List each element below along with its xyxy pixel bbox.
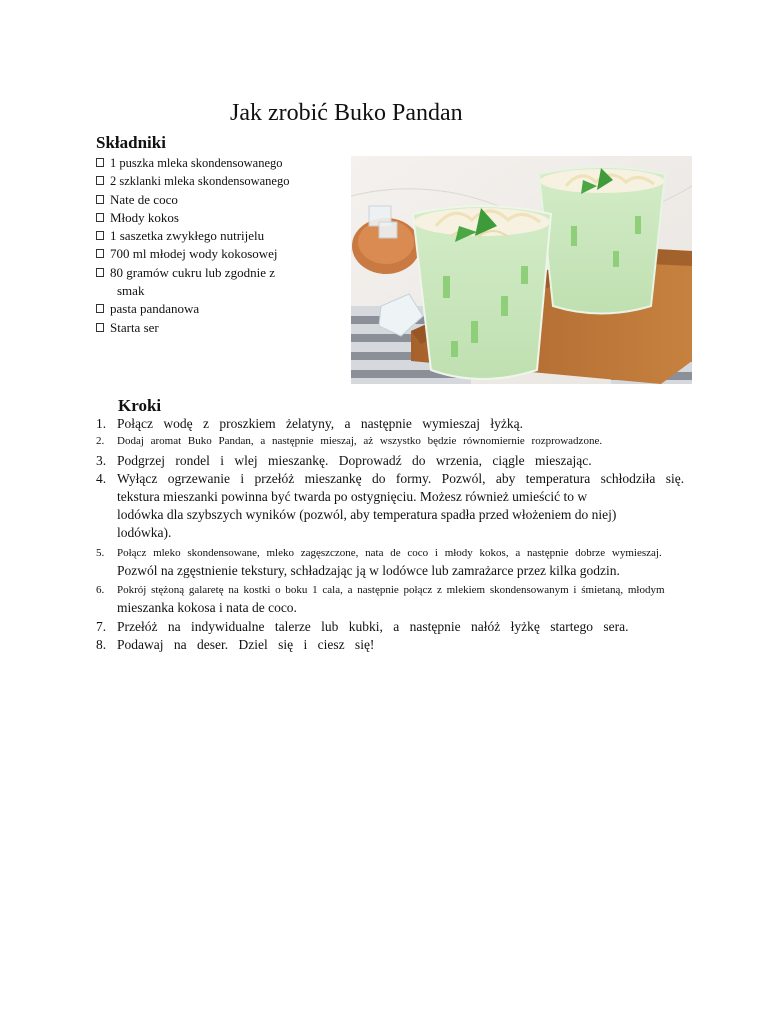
checkbox-icon bbox=[96, 158, 104, 167]
checkbox-icon bbox=[96, 195, 104, 204]
buko-pandan-photo bbox=[351, 156, 692, 384]
ingredient-item: 700 ml młodej wody kokosowej bbox=[96, 245, 346, 263]
step-item: 1. Połącz wodę z proszkiem żelatyny, a następnie wymieszaj łyżką. bbox=[96, 416, 523, 431]
ingredient-item: 1 puszka mleka skondensowanego bbox=[96, 154, 346, 172]
step-item: 6. Pokrój stężoną galaretę na kostki o boku 1 cala, a następnie połącz z mlekiem skondensowanym i śmietaną, młodym mieszanka kokosa i nata de coco. bbox=[96, 584, 665, 615]
ingredient-item: 2 szklanki mleka skondensowanego bbox=[96, 172, 346, 190]
step-item: 5. Połącz mleko skondensowane, mleko zagęszczone, nata de coco i młody kokos, a następnie dobrze wymieszaj. Pozwól na zgęstnienie tekstury, schładzając ją w lodówce lub zamrażarce przez kilka godzin. bbox=[96, 547, 662, 578]
checkbox-icon bbox=[96, 304, 104, 313]
ingredients-heading: Składniki bbox=[96, 133, 166, 152]
step-item: 4. Wyłącz ogrzewanie i przełóż mieszankę do formy. Pozwól, aby temperatura schłodziła się. tekstura mieszanki powinna być twarda po ostygnięciu. Możesz również umieścić to w lodówka dla szybszych wyników (pozwól, aby temperatura spadła przed włożeniem do niej) lodówka). bbox=[96, 471, 685, 540]
checkbox-icon bbox=[96, 249, 104, 258]
ingredient-item: Nate de coco bbox=[96, 191, 346, 209]
step-item: 2. Dodaj aromat Buko Pandan, a następnie mieszaj, aż wszystko będzie równomiernie rozprowadzone. bbox=[96, 435, 603, 447]
step-item: 8. Podawaj na deser. Dziel się i ciesz się! bbox=[96, 637, 375, 652]
page-title: Jak zrobić Buko Pandan bbox=[230, 100, 463, 126]
ingredient-item: 80 gramów cukru lub zgodnie z smak bbox=[96, 264, 346, 301]
checkbox-icon bbox=[96, 231, 104, 240]
checkbox-icon bbox=[96, 268, 104, 277]
ingredient-item: pasta pandanowa bbox=[96, 300, 346, 318]
checkbox-icon bbox=[96, 323, 104, 332]
step-item: 3. Podgrzej rondel i wlej mieszankę. Doprowadź do wrzenia, ciągle mieszając. bbox=[96, 453, 592, 468]
ingredients-list bbox=[96, 154, 346, 337]
ingredient-item: Młody kokos bbox=[96, 209, 346, 227]
step-item: 7. Przełóż na indywidualne talerze lub kubki, a następnie nałóż łyżkę startego sera. bbox=[96, 619, 629, 634]
steps-list bbox=[96, 415, 768, 654]
checkbox-icon bbox=[96, 176, 104, 185]
checkbox-icon bbox=[96, 213, 104, 222]
ingredient-item: Starta ser bbox=[96, 319, 346, 337]
ingredient-item: 1 saszetka zwykłego nutrijelu bbox=[96, 227, 346, 245]
steps-heading: Kroki bbox=[118, 396, 162, 415]
